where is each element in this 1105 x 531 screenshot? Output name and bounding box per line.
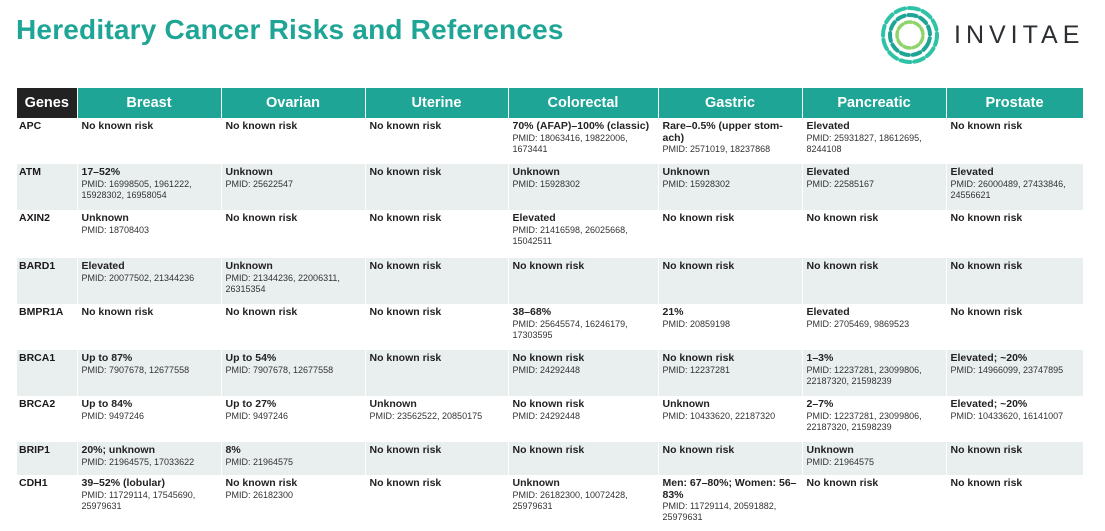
table-cell bbox=[946, 442, 1083, 475]
pmid-reference: PMID: 22585167 bbox=[806, 178, 875, 189]
table-cell bbox=[77, 164, 221, 210]
table-cell bbox=[802, 396, 946, 442]
table-cell bbox=[77, 475, 221, 525]
risk-value: No known risk bbox=[806, 477, 879, 489]
risk-value: Unknown bbox=[806, 444, 854, 456]
risk-value: No known risk bbox=[225, 477, 298, 489]
risk-value: No known risk bbox=[662, 260, 735, 272]
risk-value: 20%; unknown bbox=[81, 444, 156, 456]
table-cell bbox=[658, 396, 802, 442]
risk-value: No known risk bbox=[369, 166, 442, 178]
table-cell bbox=[658, 475, 802, 525]
table-cell bbox=[77, 304, 221, 350]
pmid-reference: PMID: 24292448 bbox=[512, 364, 581, 375]
pmid-reference: PMID: 18708403 bbox=[81, 224, 150, 235]
table-cell bbox=[658, 304, 802, 350]
risk-value: No known risk bbox=[81, 120, 154, 132]
pmid-reference: PMID: 11729114, 17545690, 25979631 bbox=[81, 489, 196, 511]
column-header-colorectal: Colorectal bbox=[508, 88, 658, 118]
table-cell bbox=[946, 210, 1083, 258]
gene-name: APC bbox=[17, 118, 77, 164]
table-cell bbox=[221, 350, 365, 396]
table-cell bbox=[802, 164, 946, 210]
table-cell bbox=[802, 304, 946, 350]
table-cell bbox=[221, 396, 365, 442]
gene-name: BRCA2 bbox=[17, 396, 77, 442]
table-cell bbox=[946, 164, 1083, 210]
pmid-reference: PMID: 21964575 bbox=[806, 456, 875, 467]
table-row bbox=[17, 118, 1083, 164]
table-cell bbox=[221, 210, 365, 258]
table-cell bbox=[802, 475, 946, 525]
risk-value: No known risk bbox=[369, 352, 442, 364]
risk-value: Unknown bbox=[512, 166, 560, 178]
risk-value: Unknown bbox=[225, 166, 273, 178]
page-title: Hereditary Cancer Risks and References bbox=[16, 14, 564, 45]
risk-value: Men: 67–80%; Women: 56–83% bbox=[662, 477, 797, 501]
pmid-reference: PMID: 10433620, 16141007 bbox=[950, 410, 1064, 421]
risk-value: No known risk bbox=[225, 212, 298, 224]
table-cell bbox=[802, 210, 946, 258]
pmid-reference: PMID: 2705469, 9869523 bbox=[806, 318, 910, 329]
table-cell bbox=[946, 304, 1083, 350]
risk-value: No known risk bbox=[806, 260, 879, 272]
table-row bbox=[17, 210, 1083, 258]
pmid-reference: PMID: 11729114, 20591882, 25979631 bbox=[662, 501, 777, 522]
table-cell bbox=[221, 442, 365, 475]
risk-value: Elevated bbox=[806, 120, 850, 132]
table-cell bbox=[508, 304, 658, 350]
column-header-prostate: Prostate bbox=[946, 88, 1083, 118]
pmid-reference: PMID: 12237281, 23099806, 22187320, 21598239 bbox=[806, 364, 922, 386]
pmid-reference: PMID: 10433620, 22187320 bbox=[662, 410, 776, 421]
table-cell bbox=[802, 118, 946, 164]
column-header-uterine: Uterine bbox=[365, 88, 508, 118]
pmid-reference: PMID: 16998505, 1961222, 15928302, 16958054 bbox=[81, 178, 192, 200]
risk-value: Elevated bbox=[806, 306, 850, 318]
table-cell bbox=[658, 258, 802, 304]
risk-value: No known risk bbox=[950, 120, 1023, 132]
table-cell bbox=[365, 210, 508, 258]
column-header-genes: Genes bbox=[17, 88, 77, 118]
table-cell bbox=[365, 475, 508, 525]
risk-value: No known risk bbox=[950, 444, 1023, 456]
table-cell bbox=[77, 442, 221, 475]
gene-name: BARD1 bbox=[17, 258, 77, 304]
risk-value: No known risk bbox=[225, 306, 298, 318]
table-cell bbox=[946, 118, 1083, 164]
gene-name: AXIN2 bbox=[17, 210, 77, 258]
risk-value: No known risk bbox=[369, 260, 442, 272]
pmid-reference: PMID: 18063416, 19822006, 1673441 bbox=[512, 132, 628, 154]
pmid-reference: PMID: 2571019, 18237868 bbox=[662, 144, 771, 154]
table-cell bbox=[508, 396, 658, 442]
risk-value: No known risk bbox=[369, 212, 442, 224]
risk-value: Unknown bbox=[369, 398, 417, 410]
table-cell bbox=[77, 210, 221, 258]
pmid-reference: PMID: 20859198 bbox=[662, 318, 731, 329]
risk-value: No known risk bbox=[512, 352, 585, 364]
pmid-reference: PMID: 20077502, 21344236 bbox=[81, 272, 195, 283]
brand-logo bbox=[878, 3, 1084, 67]
risk-value: Elevated bbox=[81, 260, 125, 272]
brand-name: INVITAE bbox=[954, 20, 1085, 49]
risk-value: Elevated bbox=[806, 166, 850, 178]
risk-value: Rare–0.5% (upper stom-ach) bbox=[662, 120, 783, 144]
table-cell bbox=[508, 475, 658, 525]
pmid-reference: PMID: 7907678, 12677558 bbox=[225, 364, 334, 375]
table-row bbox=[17, 475, 1083, 525]
table-cell bbox=[365, 304, 508, 350]
table-cell bbox=[802, 258, 946, 304]
pmid-reference: PMID: 25645574, 16246179, 17303595 bbox=[512, 318, 628, 340]
column-header-ovarian: Ovarian bbox=[221, 88, 365, 118]
table-row bbox=[17, 442, 1083, 475]
pmid-reference: PMID: 23562522, 20850175 bbox=[369, 410, 483, 421]
risk-table bbox=[17, 88, 1084, 525]
table-cell bbox=[658, 164, 802, 210]
pmid-reference: PMID: 12237281 bbox=[662, 364, 731, 375]
pmid-reference: PMID: 7907678, 12677558 bbox=[81, 364, 190, 375]
table-cell bbox=[946, 258, 1083, 304]
table-cell bbox=[508, 442, 658, 475]
table-cell bbox=[508, 350, 658, 396]
table-body bbox=[17, 118, 1083, 525]
risk-value: No known risk bbox=[950, 477, 1023, 489]
risk-value: No known risk bbox=[662, 444, 735, 456]
pmid-reference: PMID: 9497246 bbox=[225, 410, 289, 421]
risk-value: No known risk bbox=[512, 444, 585, 456]
risk-value: No known risk bbox=[662, 212, 735, 224]
risk-value: No known risk bbox=[369, 120, 442, 132]
gene-name: ATM bbox=[17, 164, 77, 210]
risk-value: 2–7% bbox=[806, 398, 834, 410]
table-cell bbox=[221, 258, 365, 304]
table-cell bbox=[365, 396, 508, 442]
risk-value: 1–3% bbox=[806, 352, 834, 364]
risk-value: Up to 27% bbox=[225, 398, 277, 410]
table-cell bbox=[221, 304, 365, 350]
pmid-reference: PMID: 12237281, 23099806, 22187320, 21598239 bbox=[806, 410, 922, 432]
table-cell bbox=[508, 118, 658, 164]
risk-value: 38–68% bbox=[512, 306, 552, 318]
risk-value: 17–52% bbox=[81, 166, 121, 178]
risk-value: 21% bbox=[662, 306, 684, 318]
column-header-breast: Breast bbox=[77, 88, 221, 118]
table-cell bbox=[77, 118, 221, 164]
table-cell bbox=[658, 442, 802, 475]
risk-value: Elevated bbox=[512, 212, 556, 224]
risk-value: Up to 84% bbox=[81, 398, 133, 410]
risk-value: 70% (AFAP)–100% (classic) bbox=[512, 120, 650, 132]
table-cell bbox=[658, 118, 802, 164]
pmid-reference: PMID: 26000489, 27433846, 24556621 bbox=[950, 178, 1066, 200]
table-cell bbox=[77, 396, 221, 442]
risk-value: No known risk bbox=[950, 212, 1023, 224]
table-cell bbox=[77, 258, 221, 304]
table-cell bbox=[508, 258, 658, 304]
risk-value: No known risk bbox=[225, 120, 298, 132]
risk-value: Unknown bbox=[512, 477, 560, 489]
table-row bbox=[17, 396, 1083, 442]
risk-value: Unknown bbox=[662, 166, 710, 178]
risk-value: Unknown bbox=[81, 212, 129, 224]
table-header-row bbox=[17, 88, 1083, 118]
table-cell bbox=[658, 350, 802, 396]
risk-value: Elevated bbox=[950, 166, 994, 178]
table-cell bbox=[365, 350, 508, 396]
risk-value: No known risk bbox=[369, 444, 442, 456]
pmid-reference: PMID: 21344236, 22006311, 26315354 bbox=[225, 272, 340, 294]
risk-value: No known risk bbox=[950, 306, 1023, 318]
risk-value: No known risk bbox=[369, 477, 442, 489]
table-row bbox=[17, 164, 1083, 210]
table-cell bbox=[365, 442, 508, 475]
risk-value: Elevated; ~20% bbox=[950, 352, 1028, 364]
pmid-reference: PMID: 9497246 bbox=[81, 410, 145, 421]
risk-value: No known risk bbox=[662, 352, 735, 364]
table-cell bbox=[77, 350, 221, 396]
table-row bbox=[17, 350, 1083, 396]
table-cell bbox=[508, 210, 658, 258]
table-cell bbox=[508, 164, 658, 210]
pmid-reference: PMID: 26182300, 10072428, 25979631 bbox=[512, 489, 628, 511]
gene-name: BRIP1 bbox=[17, 442, 77, 475]
risk-value: 39–52% (lobular) bbox=[81, 477, 165, 489]
pmid-reference: PMID: 14966099, 23747895 bbox=[950, 364, 1064, 375]
table-cell bbox=[946, 396, 1083, 442]
column-header-gastric: Gastric bbox=[658, 88, 802, 118]
table-cell bbox=[946, 475, 1083, 525]
table-row bbox=[17, 304, 1083, 350]
table-cell bbox=[802, 442, 946, 475]
risk-value: No known risk bbox=[512, 398, 585, 410]
column-header-pancreatic: Pancreatic bbox=[802, 88, 946, 118]
risk-value: Unknown bbox=[225, 260, 273, 272]
table-cell bbox=[802, 350, 946, 396]
pmid-reference: PMID: 15928302 bbox=[512, 178, 581, 189]
risk-value: No known risk bbox=[81, 306, 154, 318]
pmid-reference: PMID: 21964575, 17033622 bbox=[81, 456, 195, 467]
risk-value: No known risk bbox=[512, 260, 585, 272]
pmid-reference: PMID: 21964575 bbox=[225, 456, 294, 467]
table-cell bbox=[365, 118, 508, 164]
risk-value: 8% bbox=[225, 444, 241, 456]
table-cell bbox=[365, 258, 508, 304]
table-cell bbox=[221, 475, 365, 525]
risk-value: Up to 87% bbox=[81, 352, 133, 364]
table-cell bbox=[221, 118, 365, 164]
pmid-reference: PMID: 26182300 bbox=[225, 489, 294, 500]
pmid-reference: PMID: 25622547 bbox=[225, 178, 294, 189]
risk-value: Elevated; ~20% bbox=[950, 398, 1028, 410]
gene-name: BRCA1 bbox=[17, 350, 77, 396]
table-cell bbox=[658, 210, 802, 258]
pmid-reference: PMID: 24292448 bbox=[512, 410, 581, 421]
table-cell bbox=[365, 164, 508, 210]
gene-name: CDH1 bbox=[17, 475, 77, 525]
risk-value: Up to 54% bbox=[225, 352, 277, 364]
risk-value: No known risk bbox=[806, 212, 879, 224]
table-cell bbox=[221, 164, 365, 210]
table-cell bbox=[946, 350, 1083, 396]
risk-value: Unknown bbox=[662, 398, 710, 410]
risk-value: No known risk bbox=[950, 260, 1023, 272]
table-row bbox=[17, 258, 1083, 304]
pmid-reference: PMID: 25931827, 18612695, 8244108 bbox=[806, 132, 922, 154]
invitae-logo-icon bbox=[878, 3, 942, 67]
risk-value: No known risk bbox=[369, 306, 442, 318]
gene-name: BMPR1A bbox=[17, 304, 77, 350]
pmid-reference: PMID: 21416598, 26025668, 15042511 bbox=[512, 224, 628, 246]
pmid-reference: PMID: 15928302 bbox=[662, 178, 731, 189]
